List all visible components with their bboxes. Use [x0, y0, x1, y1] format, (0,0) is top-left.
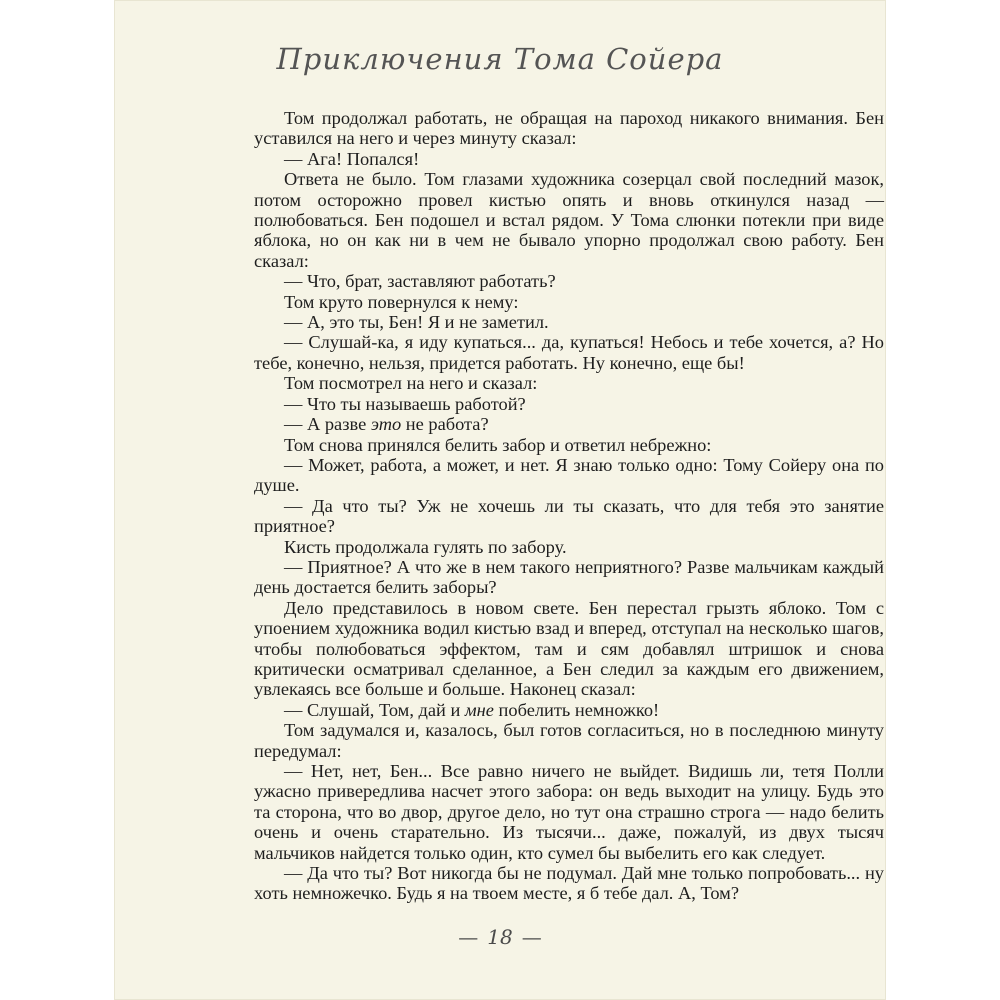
- book-page: [114, 0, 886, 1000]
- body-text: [254, 108, 884, 904]
- paragraph: Том снова принялся белить забор и ответил небрежно:: [284, 434, 712, 455]
- page-number: 18: [487, 925, 513, 949]
- paragraph: — Слушай-ка, я иду купаться... да, купаться! Небось и тебе хочется, а? Но тебе, конечно, нельзя, придется работать. Ну конечно, еще бы!: [254, 332, 884, 373]
- paragraph: — Приятное? А что же в нем такого неприятного? Разве мальчикам каждый день достается белить заборы?: [254, 556, 884, 598]
- folio-dash-left: —: [458, 925, 479, 949]
- paragraph: — Да что ты? Уж не хочешь ли ты сказать, что для тебя это занятие приятное?: [254, 495, 884, 537]
- paragraph-text: не работа?: [401, 414, 489, 435]
- paragraph: — Ага! Попался!: [284, 148, 420, 169]
- paragraph: — А, это ты, Бен! Я и не заметил.: [284, 312, 549, 333]
- paragraph: — Что ты называешь работой?: [284, 393, 526, 414]
- page-folio: [114, 925, 886, 949]
- paragraph: Том задумался и, казалось, был готов согласиться, но в последнюю минуту передумал:: [254, 720, 884, 761]
- paragraph: Том круто повернулся к нему:: [284, 291, 519, 312]
- paragraph: — Нет, нет, Бен... Все равно ничего не выйдет. Видишь ли, тетя Полли ужасно привередлива насчет этого забора: он ведь выходит на улицу. Будь это та сторона, что во двор, другое дело, но тут она страшно строга — надо белить очень и очень старательно. Из тысячи... даже, пожалуй, из двух тысяч мальчиков найдется только один, кто сумел бы выбелить его как следует.: [254, 761, 884, 863]
- running-head-title: Приключения Тома Сойера: [276, 42, 724, 76]
- paragraph: Том посмотрел на него и сказал:: [284, 373, 538, 394]
- paragraph: [254, 414, 884, 434]
- paragraph: Том продолжал работать, не обращая на пароход никакого внимания. Бен уставился на него и через минуту сказал:: [254, 108, 884, 149]
- paragraph: Дело представилось в новом свете. Бен перестал грызть яблоко. Том с упоением художника водил кистью взад и вперед, отступал на несколько шагов, чтобы полюбоваться эффектом, там и сям добавлял штришок и снова критически осматривал сделанное, а Бен следил за каждым его движением, увлекаясь все больше и больше. Наконец сказал:: [254, 597, 884, 700]
- folio-dash-right: —: [521, 925, 542, 949]
- paragraph-text: — А разве: [284, 414, 371, 435]
- emphasis-word: мне: [464, 699, 494, 720]
- paragraph: Кисть продолжала гулять по забору.: [284, 536, 567, 557]
- paragraph: — Что, брат, заставляют работать?: [284, 271, 556, 292]
- paragraph-text: — Слушай, Том, дай и: [284, 699, 465, 720]
- paragraph: Ответа не было. Том глазами художника созерцал свой последний мазок, потом осторожно провел кистью опять и вновь откинулся назад — полюбоваться. Бен подошел и встал рядом. У Тома слюнки потекли при виде яблока, но он как ни в чем не бывало упорно продолжал свою работу. Бен сказал:: [254, 169, 884, 271]
- paragraph: [254, 700, 884, 720]
- paragraph: — Да что ты? Вот никогда бы не подумал. Дай мне только попробовать... ну хоть немножечко. Будь я на твоем месте, я б тебе дал. А, Том?: [254, 863, 884, 904]
- paragraph-text: побелить немножко!: [493, 699, 660, 720]
- emphasis-word: это: [370, 414, 402, 435]
- paragraph: — Может, работа, а может, и нет. Я знаю только одно: Тому Сойеру она по душе.: [254, 454, 884, 496]
